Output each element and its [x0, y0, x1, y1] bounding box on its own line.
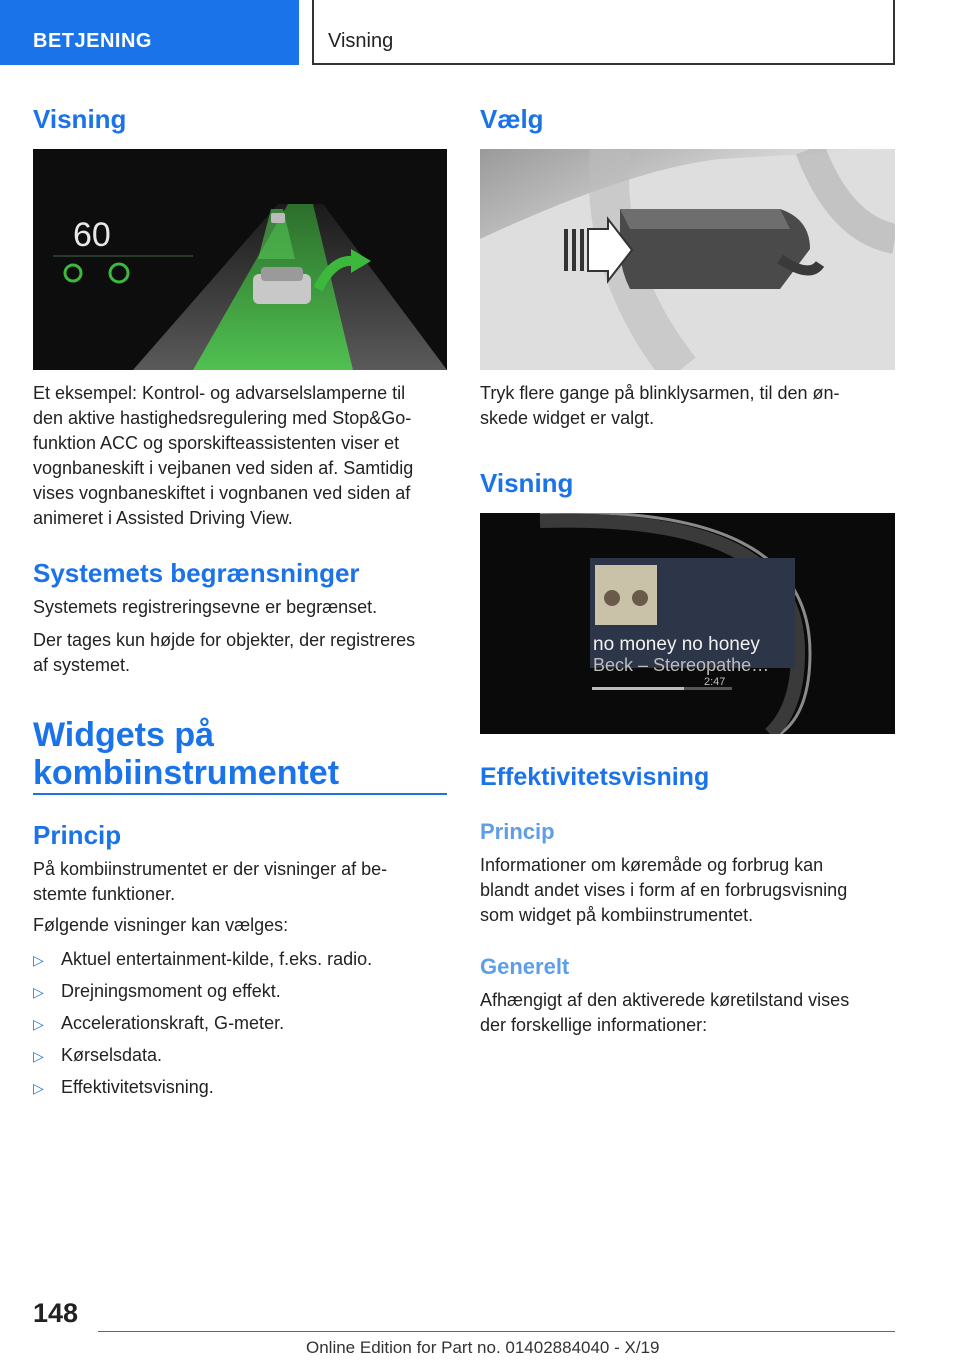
- page-number: 148: [33, 1298, 79, 1328]
- triangle-bullet-icon: ▷: [33, 952, 44, 968]
- triangle-bullet-icon: ▷: [33, 1048, 44, 1064]
- page-header-title: Visning: [312, 0, 895, 65]
- heading-effektivitetsvisning: Effektivitetsvisning: [480, 763, 710, 791]
- turn-signal-lever-image: [480, 149, 895, 370]
- triangle-bullet-icon: ▷: [33, 1016, 44, 1032]
- triangle-bullet-icon: ▷: [33, 1080, 44, 1096]
- heading-generelt: Generelt: [480, 954, 570, 979]
- caption-acc: Et eksempel: Kontrol- og advarselslamperne til den aktive hastighedsregulering med Stop&Go- funktion ACC og sporskifteassistenten viser et vognbaneskift i vejbanen ved siden af. Samtidig vises vognbaneskiftet i vognbanen ved siden af animeret i Assisted Driving View.: [33, 383, 414, 528]
- princip-text-left: På kombiinstrumentet er der visninger af be- stemte funktioner.: [33, 859, 388, 904]
- speed-readout: 60: [73, 216, 111, 254]
- list-item: ▷ Accelerationskraft, G-meter.: [33, 1011, 284, 1037]
- footer-edition: Online Edition for Part no. 01402884040 - X/19: [306, 1338, 660, 1357]
- entertainment-widget-image: [480, 513, 895, 734]
- section-rule: [33, 793, 447, 795]
- generelt-text: Afhængigt af den aktiverede køretilstand vises der forskellige informationer:: [480, 990, 850, 1035]
- acc-display-image: [33, 149, 447, 370]
- heading-visning-right: Visning: [480, 468, 574, 498]
- heading-visning: Visning: [33, 104, 127, 134]
- list-item: ▷ Effektivitetsvisning.: [33, 1075, 214, 1101]
- limit-text-2: Der tages kun højde for objekter, der registreres af systemet.: [33, 630, 416, 675]
- list-intro: Følgende visninger kan vælges:: [33, 915, 289, 935]
- heading-princip-left: Princip: [33, 820, 122, 850]
- heading-princip-right: Princip: [480, 819, 555, 844]
- caption-lever: Tryk flere gange på blinklysarmen, til den øn- skede widget er valgt.: [480, 383, 840, 428]
- limit-text-1: Systemets registreringsevne er begrænset.: [33, 597, 378, 617]
- track-artist: Beck – Stereopathe…: [593, 655, 770, 675]
- heading-vaelg: Vælg: [480, 104, 544, 134]
- track-time: 2:47: [704, 676, 726, 688]
- list-item: ▷ Drejningsmoment og effekt.: [33, 979, 281, 1005]
- triangle-bullet-icon: ▷: [33, 984, 44, 1000]
- section-tab: BETJENING: [0, 0, 299, 65]
- main-heading-widgets: Widgets på kombiinstrumentet: [33, 716, 340, 792]
- list-item: ▷ Aktuel entertainment-kilde, f.eks. radio.: [33, 947, 372, 973]
- list-item: ▷ Kørselsdata.: [33, 1043, 162, 1069]
- heading-begraensninger: Systemets begrænsninger: [33, 558, 360, 588]
- track-title: no money no honey: [593, 634, 760, 655]
- princip-text-right: Informationer om køremåde og forbrug kan blandt andet vises i form af en forbrugsvisning som widget på kombiinstrumentet.: [480, 855, 848, 925]
- footer-rule: [98, 1331, 895, 1332]
